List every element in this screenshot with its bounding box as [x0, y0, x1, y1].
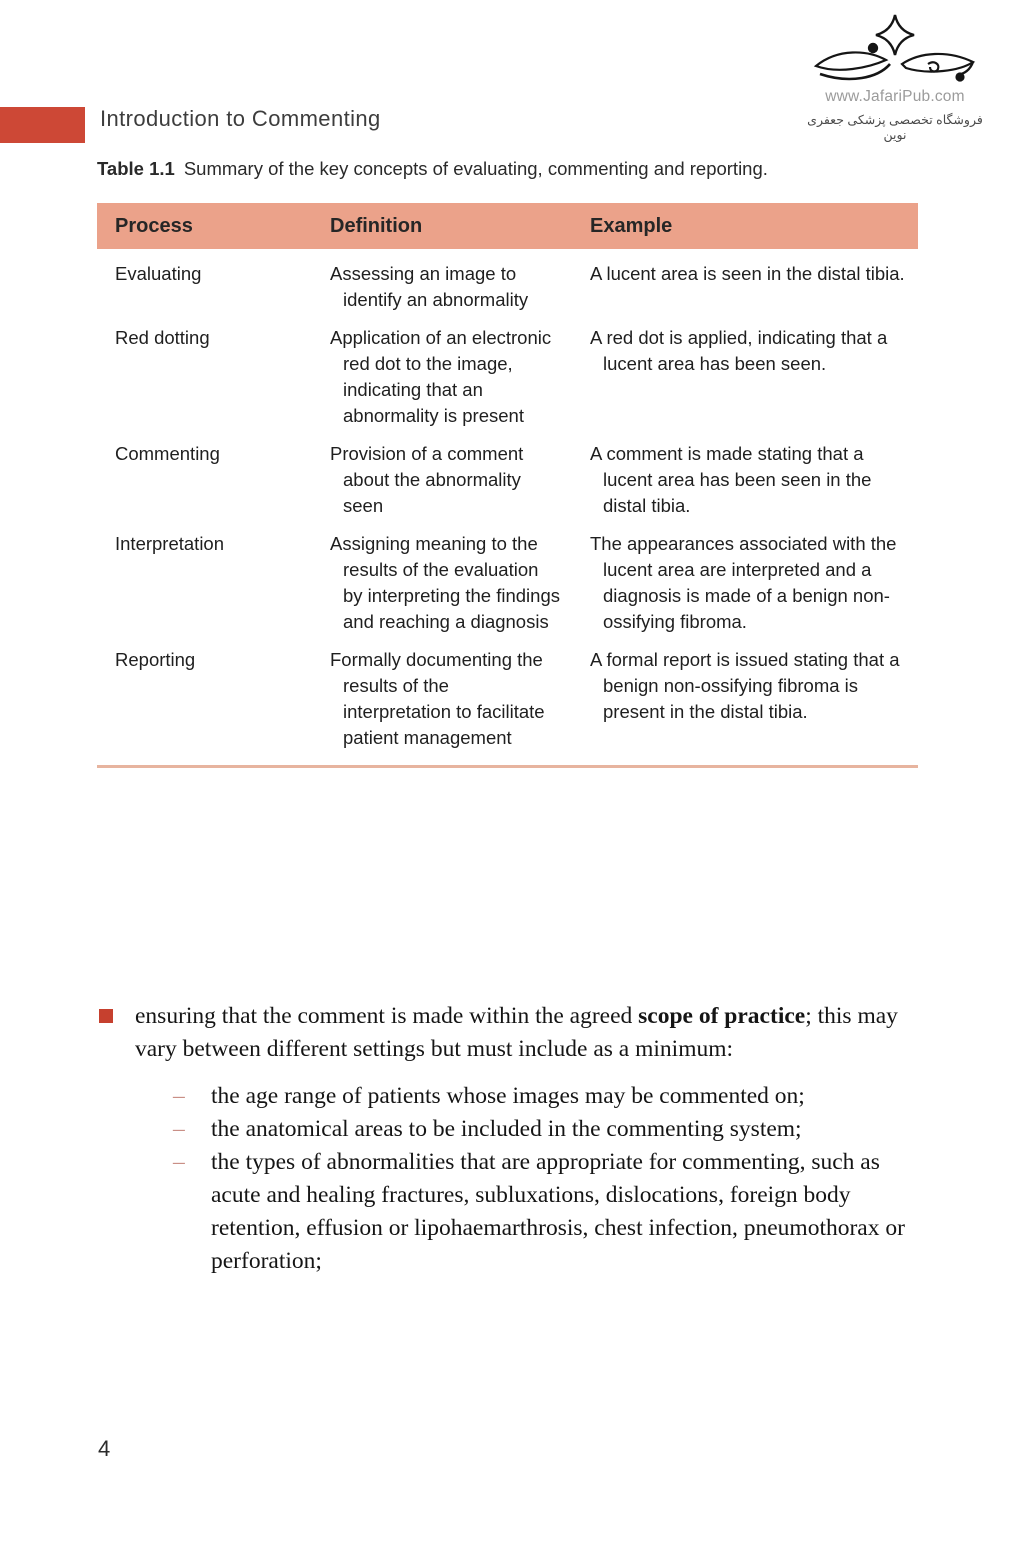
- table-row: [97, 325, 918, 429]
- bullet-text-bold: scope of practice: [632, 1003, 806, 1029]
- bullet-square-icon: [99, 1009, 113, 1023]
- list-item-text: the anatomical areas to be included in the commenting system;: [211, 1116, 802, 1142]
- list-item: [173, 1113, 925, 1146]
- logo-url-text: www.JafariPub.com: [825, 88, 965, 105]
- calligraphy-logo-icon: [810, 14, 980, 86]
- table-caption-text: Summary of the key concepts of evaluating, commenting and reporting.: [183, 158, 768, 179]
- cell-definition: Application of an electronic red dot to the image, indicating that an abnormality is present: [330, 327, 552, 426]
- cell-example: A lucent area is seen in the distal tibia.: [590, 263, 905, 284]
- cell-definition: Assessing an image to identify an abnormality: [330, 263, 529, 310]
- table-row: [97, 441, 918, 519]
- cell-process: Reporting: [115, 649, 196, 670]
- column-header-example: Example: [590, 214, 673, 237]
- logo-persian-text: فروشگاه تخصصی پزشکی جعفری نوین: [807, 113, 983, 142]
- cell-process: Commenting: [115, 443, 220, 464]
- list-item-text: the age range of patients whose images may be commented on;: [211, 1083, 805, 1109]
- cell-example: A comment is made stating that a lucent area has been seen in the distal tibia.: [590, 443, 872, 516]
- cell-process: Interpretation: [115, 533, 225, 554]
- table-row: [97, 531, 918, 635]
- table-caption-label: Table 1.1: [97, 158, 175, 179]
- cell-example: A red dot is applied, indicating that a lucent area has been seen.: [590, 327, 888, 374]
- cell-definition: Formally documenting the results of the interpretation to facilitate patient management: [330, 649, 545, 748]
- table-header-row: [97, 203, 918, 249]
- column-header-definition: Definition: [330, 214, 423, 237]
- cell-definition: Provision of a comment about the abnormality seen: [330, 443, 524, 516]
- sub-list: [173, 1080, 925, 1278]
- publisher-logo: [800, 14, 990, 142]
- table-row: [97, 647, 918, 751]
- summary-table: [97, 203, 918, 768]
- bullet-item: [97, 1000, 925, 1066]
- cell-example: The appearances associated with the lucent area are interpreted and a diagnosis is made of a benign non-ossifying fibroma.: [590, 533, 897, 632]
- cell-example: A formal report is issued stating that a benign non-ossifying fibroma is present in the distal tibia.: [590, 649, 900, 722]
- chapter-accent-bar: [0, 107, 85, 143]
- list-item-text: the types of abnormalities that are appropriate for commenting, such as acute and healing fractures, subluxations, dislocations, foreign body retention, effusion or lipohaemarthrosis, chest infection, pneumothorax or perforation;: [211, 1149, 905, 1274]
- bullet-text-after: ; this may vary between different settings but must include as a minimum:: [135, 1003, 898, 1062]
- table-row: [97, 261, 918, 313]
- list-item: [173, 1146, 925, 1278]
- cell-process: Evaluating: [115, 263, 202, 284]
- list-item: [173, 1080, 925, 1113]
- column-header-process: Process: [115, 214, 193, 237]
- table-caption: [97, 158, 927, 180]
- bullet-text-before: ensuring that the comment is made within the agreed: [135, 1003, 633, 1029]
- cell-process: Red dotting: [115, 327, 210, 348]
- dash-icon: –: [173, 1116, 185, 1142]
- bullet-section: [97, 1000, 925, 1278]
- bullet-item-text: [135, 1000, 925, 1066]
- dash-icon: –: [173, 1149, 185, 1175]
- page-title: Introduction to Commenting: [100, 106, 381, 131]
- cell-definition: Assigning meaning to the results of the evaluation by interpreting the findings and reaching a diagnosis: [330, 533, 560, 632]
- dash-icon: –: [173, 1083, 185, 1109]
- page-number: 4: [98, 1436, 111, 1461]
